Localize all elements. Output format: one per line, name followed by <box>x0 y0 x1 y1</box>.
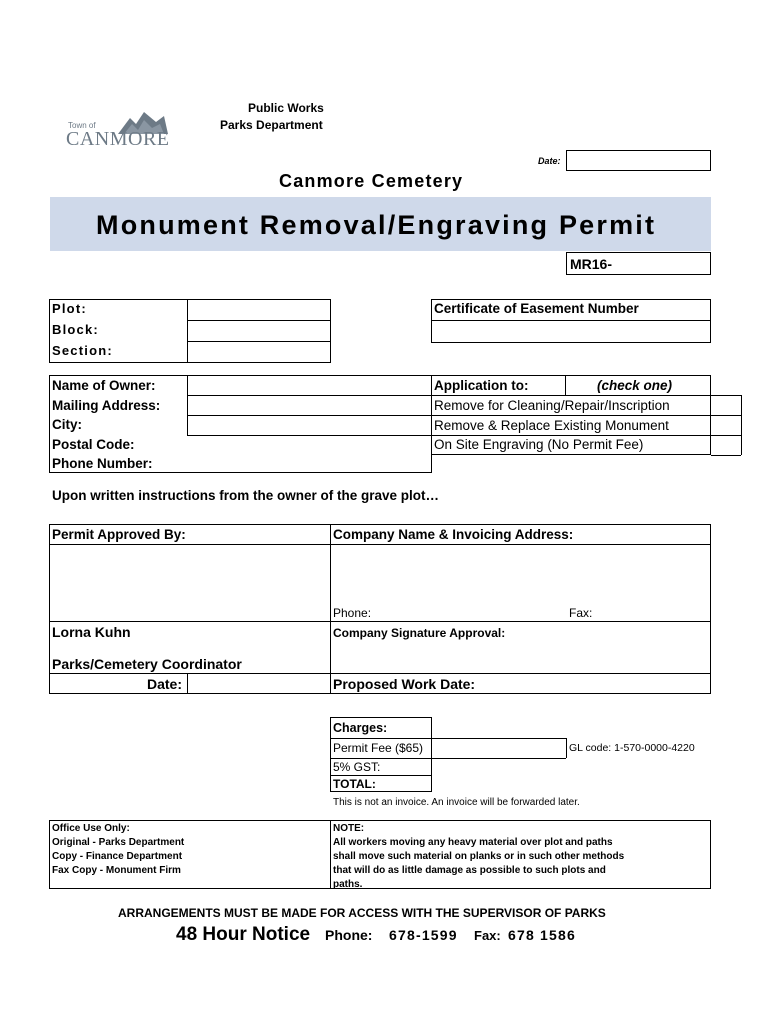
cemetery-heading: Canmore Cemetery <box>279 171 464 191</box>
office-use-title: Office Use Only: <box>52 823 130 834</box>
postal-code-input[interactable] <box>188 436 431 454</box>
office-line-finance: Copy - Finance Department <box>52 851 183 862</box>
check-one-label: (check one) <box>597 378 673 393</box>
certificate-input[interactable] <box>432 321 710 342</box>
header-parks-department: Parks Department <box>220 118 323 132</box>
city-input[interactable] <box>188 416 431 435</box>
mailing-address-label: Mailing Address: <box>52 398 161 413</box>
note-block <box>333 822 624 892</box>
plot-label: Plot: <box>52 301 87 316</box>
company-phone-label: Phone: <box>333 606 372 620</box>
company-address-input[interactable] <box>331 545 710 603</box>
permit-number-prefix: MR16- <box>570 256 613 272</box>
owner-name-label: Name of Owner: <box>52 378 156 393</box>
instructions-text: Upon written instructions from the owner of the grave plot… <box>52 488 440 503</box>
footer-phone: 678-1599 <box>389 927 458 943</box>
option-cleaning-label: Remove for Cleaning/Repair/Inscription <box>434 398 670 413</box>
company-name-label: Company Name & Invoicing Address: <box>333 527 574 542</box>
plot-input[interactable] <box>188 300 330 320</box>
footer-phone-label: Phone: <box>325 927 373 943</box>
footer-fax-label: Fax: <box>474 928 501 943</box>
section-label: Section: <box>52 343 113 358</box>
block-input[interactable] <box>188 321 330 341</box>
note-title: NOTE: <box>333 823 365 834</box>
date-label: Date: <box>538 156 561 166</box>
canmore-logo <box>64 104 176 152</box>
arrangements-notice: ARRANGEMENTS MUST BE MADE FOR ACCESS WITH THE SUPERVISOR OF PARKS <box>118 906 606 920</box>
option-engraving-label: On Site Engraving (No Permit Fee) <box>434 437 644 452</box>
approver-name: Lorna Kuhn <box>52 624 131 640</box>
option-engraving-checkbox[interactable] <box>712 436 740 455</box>
office-use-block <box>52 822 184 878</box>
city-label: City: <box>52 417 82 432</box>
option-replace-label: Remove & Replace Existing Monument <box>434 418 669 433</box>
note-line-1: All workers moving any heavy material over plot and paths <box>333 837 613 848</box>
option-cleaning-checkbox[interactable] <box>712 396 740 415</box>
company-fax-label: Fax: <box>569 606 593 620</box>
company-signature-label: Company Signature Approval: <box>333 626 506 640</box>
logo-town-of: Town of <box>68 121 96 130</box>
proposed-work-date-label: Proposed Work Date: <box>333 676 476 692</box>
gst-label: 5% GST: <box>333 760 381 774</box>
application-label: Application to: <box>434 378 529 393</box>
note-line-4: paths. <box>333 879 363 890</box>
section-input[interactable] <box>188 342 330 362</box>
header-public-works: Public Works <box>248 101 324 115</box>
block-label: Block: <box>52 322 99 337</box>
not-invoice-note: This is not an invoice. An invoice will be forwarded later. <box>333 797 580 808</box>
total-label: TOTAL: <box>333 777 376 791</box>
approval-date-input[interactable] <box>188 674 329 693</box>
date-field[interactable] <box>566 150 711 171</box>
owner-name-input[interactable] <box>188 376 431 395</box>
phone-number-input[interactable] <box>188 455 431 472</box>
approver-position: Parks/Cemetery Coordinator <box>52 656 242 672</box>
approval-date-label: Date: <box>147 676 183 692</box>
permit-fee-input[interactable] <box>433 739 565 757</box>
footer-fax: 678 1586 <box>508 927 576 943</box>
phone-number-label: Phone Number: <box>52 456 153 471</box>
note-line-2: shall move such material on planks or in such other methods <box>333 851 625 862</box>
charges-label: Charges: <box>333 721 388 735</box>
certificate-label: Certificate of Easement Number <box>434 301 639 316</box>
gl-code: GL code: 1-570-0000-4220 <box>569 742 695 754</box>
hour-notice: 48 Hour Notice <box>176 924 311 945</box>
office-line-original: Original - Parks Department <box>52 837 185 848</box>
page-title: Monument Removal/Engraving Permit <box>96 210 657 240</box>
option-replace-checkbox[interactable] <box>712 416 740 435</box>
permit-fee-label: Permit Fee ($65) <box>333 741 424 755</box>
note-line-3: that will do as little damage as possible to such plots and <box>333 865 606 876</box>
office-line-fax: Fax Copy - Monument Firm <box>52 865 181 876</box>
logo-canmore: CANMORE <box>66 128 170 150</box>
mailing-address-input[interactable] <box>188 396 431 415</box>
postal-code-label: Postal Code: <box>52 437 135 452</box>
permit-approved-by-label: Permit Approved By: <box>52 527 186 542</box>
